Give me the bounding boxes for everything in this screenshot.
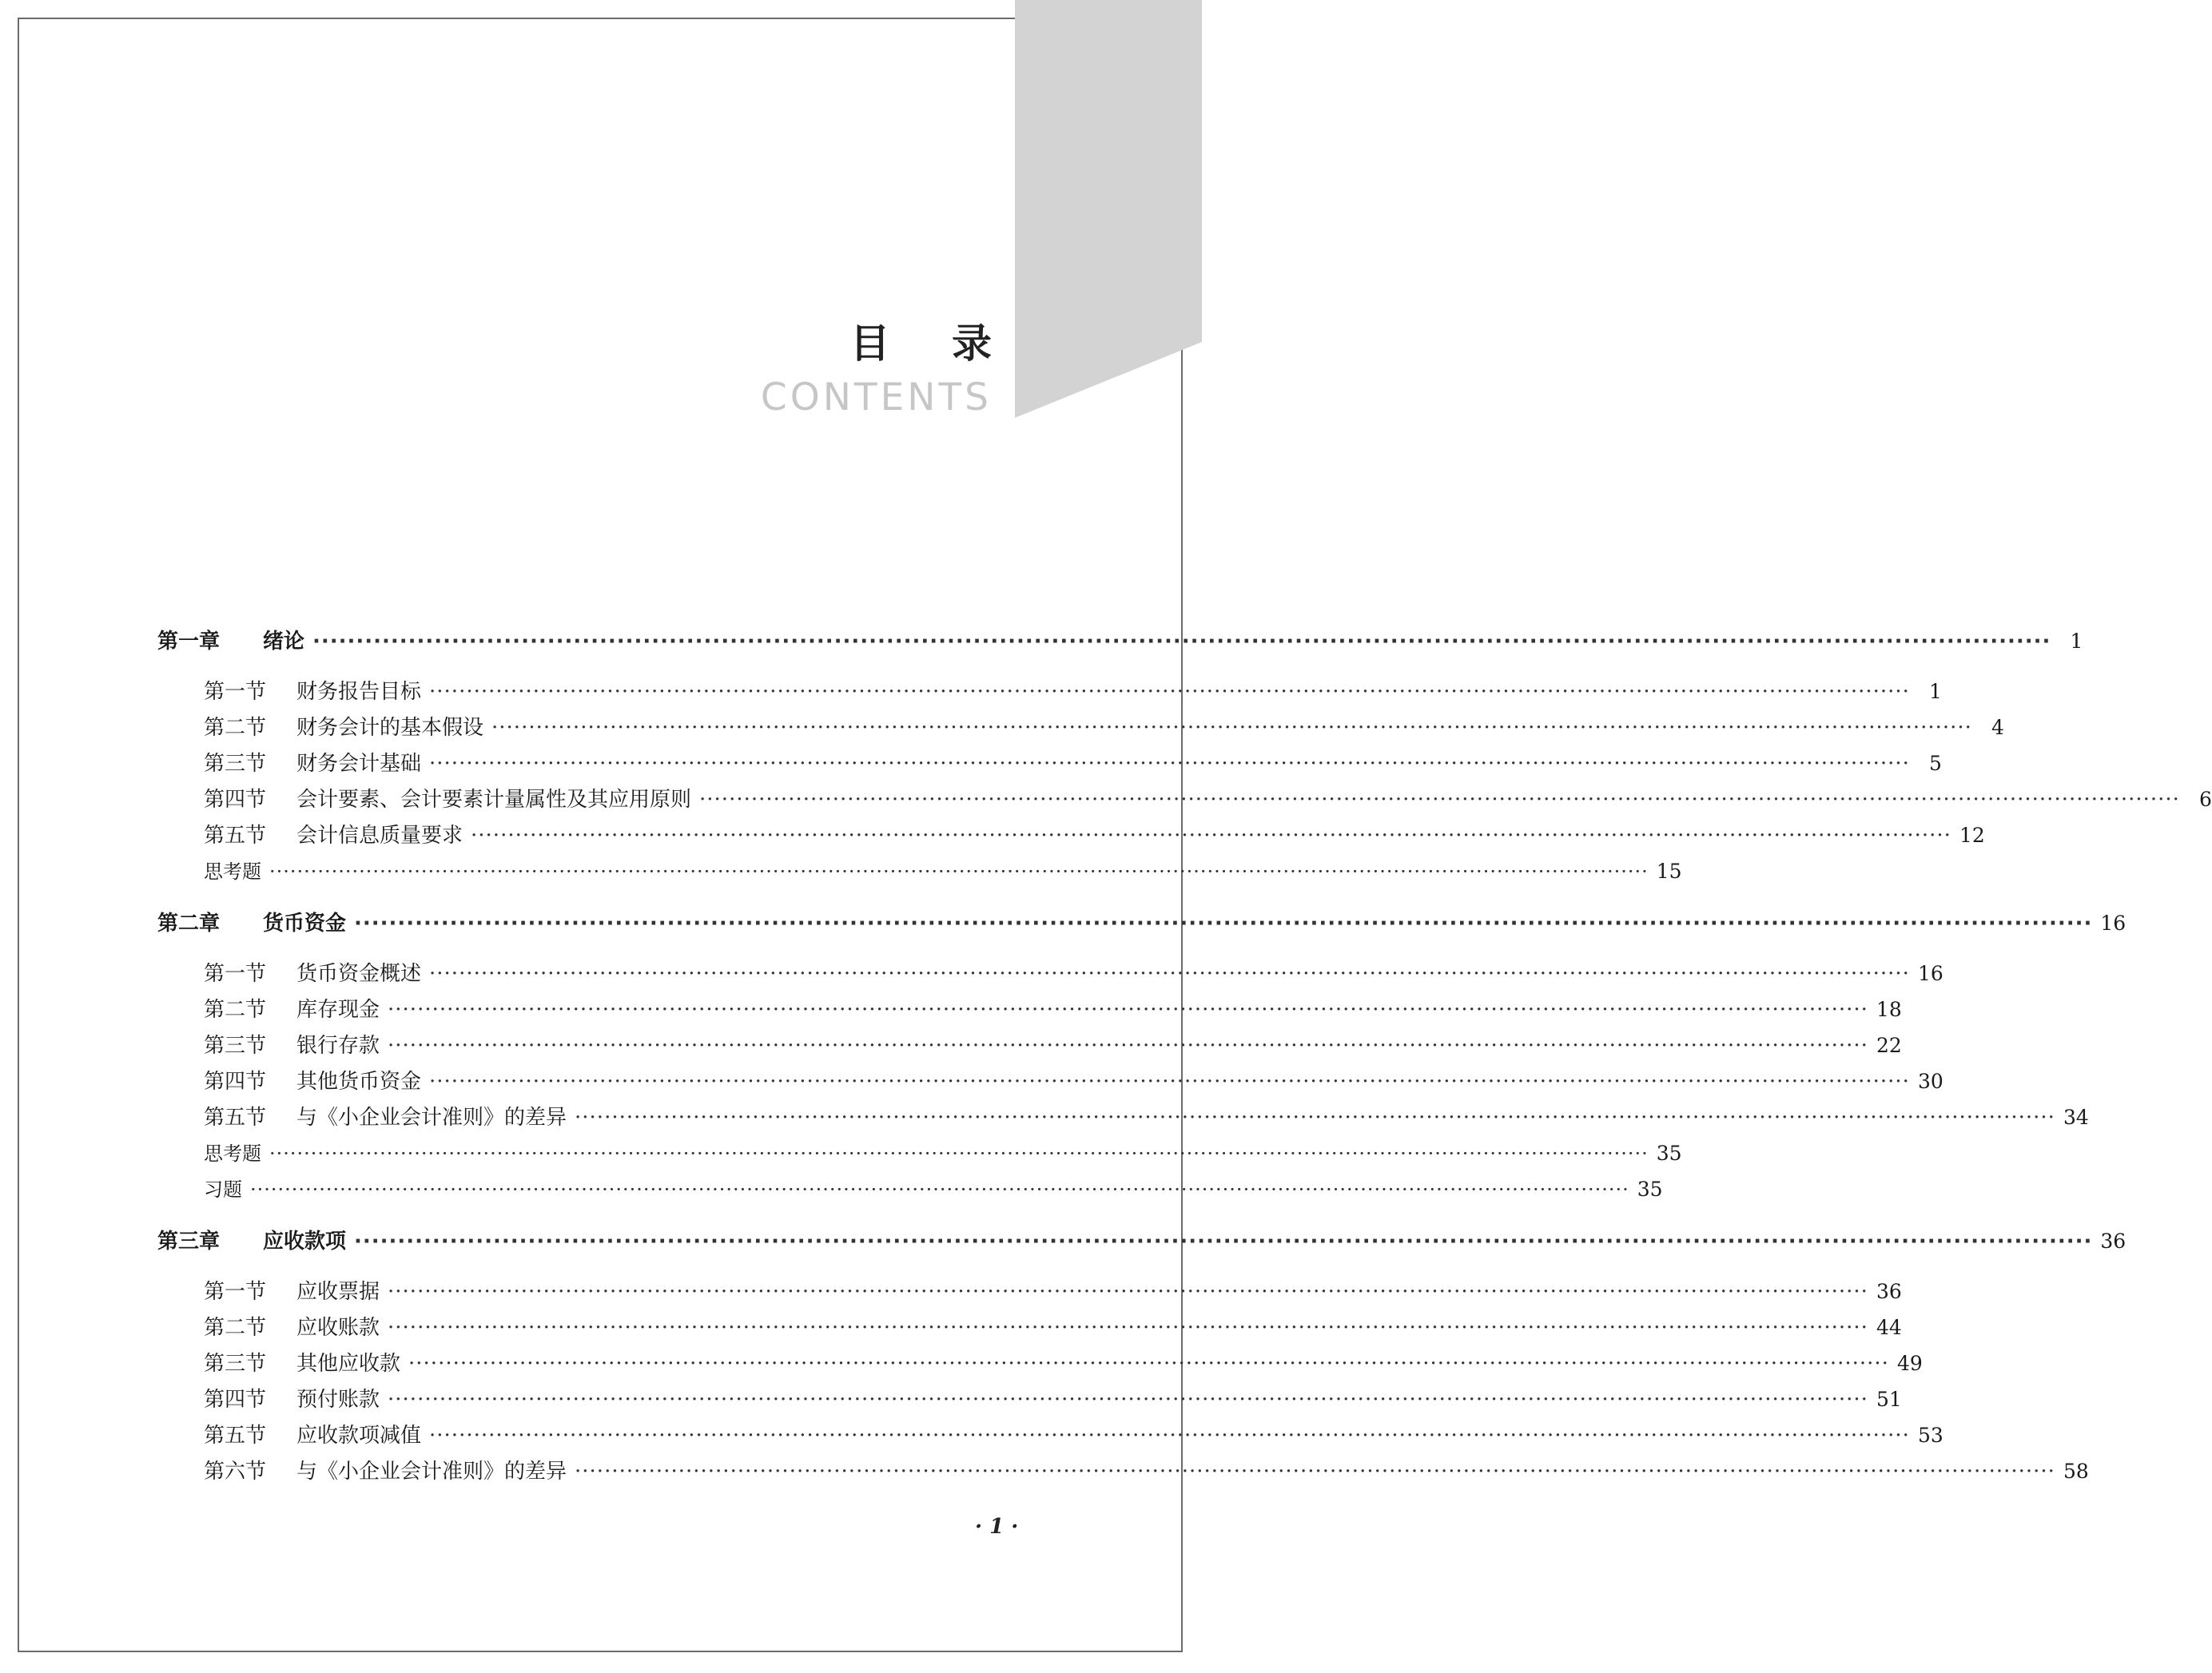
toc-entry-number: 第三节 (204, 1034, 267, 1058)
dot-leader: ········································································································································································································ (408, 1352, 1889, 1376)
toc-entry-page: 36 (1876, 1280, 1902, 1303)
toc-entry-title: 其他货币资金 (296, 1070, 422, 1094)
toc-entry-label (157, 624, 304, 660)
toc-entry-title: 财务会计基础 (296, 752, 422, 776)
toc-entry-title: 预付账款 (296, 1388, 380, 1412)
toc-entry-page: 16 (2100, 912, 2126, 935)
toc-entry-section[interactable] (157, 1027, 1902, 1063)
toc-entry-number: 第二节 (204, 716, 267, 740)
toc-entry-section[interactable] (157, 1417, 1943, 1453)
toc-entry-title: 货币资金 (263, 912, 347, 936)
toc-entry-label (204, 1454, 567, 1490)
dot-leader: ········································································································································································································ (250, 1178, 1629, 1201)
toc-entry-title: 习题 (204, 1178, 242, 1201)
toc-entry-misc[interactable] (157, 1171, 1663, 1207)
toc-entry-page: 49 (1896, 1352, 1923, 1375)
table-of-contents (157, 623, 2212, 1489)
toc-entry-title: 货币资金概述 (296, 962, 422, 986)
toc-entry-section[interactable] (157, 1309, 1902, 1345)
toc-entry-title: 银行存款 (296, 1034, 380, 1058)
toc-entry-page: 1 (1929, 680, 1942, 703)
toc-entry-page: 58 (2063, 1460, 2089, 1483)
toc-entry-chapter[interactable] (157, 905, 2126, 941)
toc-entry-number: 第五节 (204, 1424, 267, 1448)
toc-entry-page: 22 (1876, 1034, 1902, 1057)
toc-entry-label (204, 746, 421, 782)
toc-entry-label (204, 1310, 380, 1346)
dot-leader: ········································································································································································································ (312, 630, 2051, 654)
toc-entry-label (204, 1172, 242, 1208)
toc-entry-section[interactable] (157, 1099, 2089, 1135)
toc-entry-title: 其他应收款 (296, 1352, 401, 1376)
toc-entry-label (204, 1382, 380, 1418)
dot-leader: ········································································································································································································ (388, 998, 1868, 1022)
toc-entry-title: 应收账款 (296, 1316, 380, 1340)
toc-entry-number: 第一节 (204, 1280, 267, 1304)
toc-entry-page: 12 (1959, 824, 1985, 847)
dot-leader: ········································································································································································································ (269, 1142, 1649, 1165)
toc-entry-title: 思考题 (204, 1142, 261, 1165)
toc-entry-label (204, 782, 691, 818)
title-block (760, 320, 1016, 420)
toc-entry-label (204, 1136, 261, 1172)
toc-entry-label (157, 1224, 346, 1260)
toc-entry-page: 1 (2070, 630, 2083, 653)
toc-entry-section[interactable] (157, 1274, 1902, 1309)
toc-entry-label (204, 1346, 400, 1382)
toc-entry-page: 34 (2063, 1106, 2089, 1129)
dot-leader: ········································································································································································································ (388, 1316, 1868, 1340)
toc-entry-page: 53 (1917, 1424, 1943, 1447)
toc-entry-number: 第二章 (157, 912, 221, 936)
dot-leader: ········································································································································································································ (471, 824, 1951, 848)
toc-entry-section[interactable] (157, 1063, 1943, 1099)
toc-entry-title: 思考题 (204, 860, 261, 883)
toc-entry-label (204, 710, 483, 746)
toc-entry-label (204, 1100, 567, 1136)
toc-entry-title: 应收款项减值 (296, 1424, 422, 1448)
toc-entry-section[interactable] (157, 817, 1985, 853)
toc-entry-number: 第三节 (204, 1352, 267, 1376)
toc-entry-page: 16 (1917, 962, 1943, 985)
dot-leader: ········································································································································································································ (388, 1034, 1868, 1058)
toc-entry-number: 第五节 (204, 1106, 267, 1130)
dot-leader: ········································································································································································································ (388, 1280, 1868, 1304)
toc-entry-misc[interactable] (157, 853, 1682, 889)
dot-leader: ········································································································································································································ (354, 912, 2093, 936)
toc-entry-title: 与《小企业会计准则》的差异 (296, 1460, 567, 1484)
toc-entry-page: 5 (1929, 752, 1942, 775)
dot-leader: ········································································································································································································ (429, 1424, 1910, 1448)
toc-entry-title: 会计信息质量要求 (296, 824, 463, 848)
toc-entry-number: 第四节 (204, 1070, 267, 1094)
toc-entry-title: 财务会计的基本假设 (296, 716, 484, 740)
toc-entry-page: 15 (1656, 860, 1682, 883)
toc-entry-section[interactable] (157, 1345, 1923, 1381)
dot-leader: ········································································································································································································ (354, 1230, 2093, 1254)
toc-entry-page: 4 (1991, 716, 2004, 739)
toc-entry-page: 36 (2100, 1230, 2126, 1253)
dot-leader: ········································································································································································································ (699, 788, 2180, 812)
toc-entry-section[interactable] (157, 674, 1942, 709)
toc-entry-section[interactable] (157, 745, 1942, 781)
toc-entry-section[interactable] (157, 956, 1943, 991)
dot-leader: ········································································································································································································ (429, 680, 1910, 704)
toc-entry-number: 第四节 (204, 788, 267, 812)
toc-entry-misc[interactable] (157, 1135, 1682, 1171)
toc-entry-page: 18 (1876, 998, 1902, 1021)
toc-entry-number: 第一节 (204, 680, 267, 704)
toc-entry-label (204, 674, 421, 710)
toc-entry-chapter[interactable] (157, 1223, 2126, 1259)
toc-entry-label (204, 854, 261, 890)
toc-entry-page: 6 (2199, 788, 2212, 811)
toc-entry-label (204, 1274, 380, 1310)
toc-entry-title: 财务报告目标 (296, 680, 422, 704)
toc-entry-number: 第三章 (157, 1230, 221, 1254)
toc-entry-label (204, 1064, 421, 1100)
toc-entry-title: 与《小企业会计准则》的差异 (296, 1106, 567, 1130)
toc-entry-label (204, 1028, 380, 1064)
toc-entry-page: 30 (1917, 1070, 1943, 1093)
dot-leader: ········································································································································································································ (429, 1070, 1910, 1094)
toc-entry-label (204, 992, 380, 1028)
toc-entry-number: 第五节 (204, 824, 267, 848)
toc-entry-section[interactable] (157, 1381, 1902, 1417)
toc-entry-number: 第一节 (204, 962, 267, 986)
toc-entry-number: 第四节 (204, 1388, 267, 1412)
dot-leader: ········································································································································································································ (575, 1106, 2055, 1130)
dot-leader: ········································································································································································································ (388, 1388, 1868, 1412)
toc-entry-label (204, 818, 463, 854)
toc-entry-number: 第二节 (204, 1316, 267, 1340)
page-title: 目 录 (849, 320, 1016, 367)
toc-entry-label (204, 956, 421, 992)
toc-entry-label (204, 1418, 421, 1454)
page-number: · 1 · (975, 1515, 1019, 1539)
toc-entry-page: 44 (1876, 1316, 1902, 1339)
dot-leader: ········································································································································································································ (269, 860, 1649, 883)
toc-entry-number: 第二节 (204, 998, 267, 1022)
toc-entry-title: 会计要素、会计要素计量属性及其应用原则 (296, 788, 692, 812)
toc-entry-chapter[interactable] (157, 623, 2083, 659)
toc-entry-title: 库存现金 (296, 998, 380, 1022)
toc-entry-title: 应收款项 (263, 1230, 347, 1254)
toc-entry-page: 51 (1876, 1388, 1902, 1411)
toc-entry-number: 第三节 (204, 752, 267, 776)
toc-entry-section[interactable] (157, 781, 2212, 817)
dot-leader: ········································································································································································································ (429, 962, 1910, 986)
dot-leader: ········································································································································································································ (575, 1460, 2055, 1484)
dot-leader: ········································································································································································································ (429, 752, 1910, 776)
toc-entry-section[interactable] (157, 1453, 2089, 1489)
dot-leader: ········································································································································································································ (491, 716, 1972, 740)
toc-entry-label (157, 906, 346, 942)
toc-entry-page: 35 (1656, 1142, 1682, 1165)
toc-entry-section[interactable] (157, 709, 2004, 745)
toc-entry-number: 第六节 (204, 1460, 267, 1484)
toc-entry-title: 绪论 (263, 630, 305, 654)
toc-entry-page: 35 (1637, 1178, 1663, 1201)
toc-entry-section[interactable] (157, 991, 1902, 1027)
toc-entry-number: 第一章 (157, 630, 221, 654)
page-subtitle: CONTENTS (760, 376, 992, 419)
toc-entry-title: 应收票据 (296, 1280, 380, 1304)
